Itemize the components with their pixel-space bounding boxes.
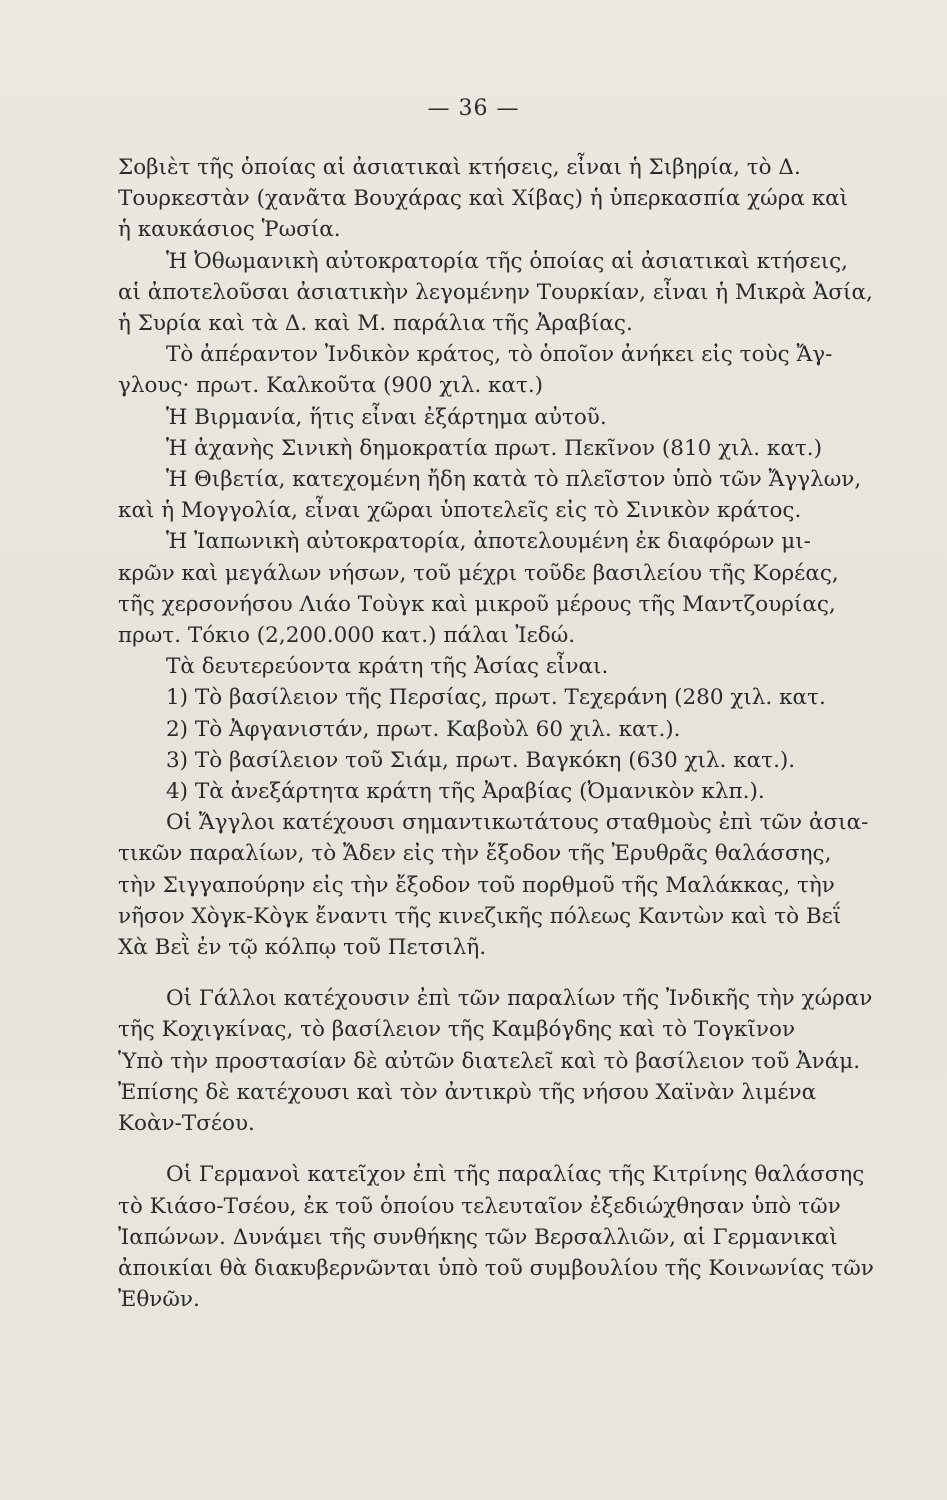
text-line: Τουρκεστὰν (χανᾶτα Βουχάρας καὶ Χίβας) ἡ ὑπερκασπία χώρα καὶ (118, 186, 849, 212)
paragraph (118, 339, 913, 401)
text-line: τῆς χερσονήσου Λιάο Τοὺγκ καὶ μικροῦ μέρους τῆς Μαντζουρίας, (118, 591, 836, 617)
text-line: 3) Τὸ βασίλειον τοῦ Σιάμ, πρωτ. Βαγκόκη (630 χιλ. κατ.). (166, 747, 796, 773)
paragraph (118, 745, 913, 776)
paragraph (118, 246, 913, 340)
text-line: Τὸ ἀπέραντον Ἰνδικὸν κράτος, τὸ ὁποῖον ἀνήκει εἰς τοὺς Ἄγ- (166, 342, 833, 368)
paragraph (118, 776, 913, 807)
text-line: Κοὰν-Τσέου. (118, 1111, 255, 1137)
text-line: Οἱ Γερμανοὶ κατεῖχον ἐπὶ τῆς παραλίας τῆς Κιτρίνης θαλάσσης (166, 1162, 865, 1188)
body-text (118, 152, 913, 1315)
text-line: Ἡ Βιρμανία, ἥτις εἶναι ἐξάρτημα αὐτοῦ. (166, 404, 607, 430)
text-line: Ἡ Θιβετία, κατεχομένη ἤδη κατὰ τὸ πλεῖστον ὑπὸ τῶν Ἄγγλων, (166, 467, 862, 493)
paragraph (118, 152, 913, 246)
text-line: γλους· πρωτ. Καλκοῦτα (900 χιλ. κατ.) (118, 373, 544, 399)
text-line: 4) Τὰ ἀνεξάρτητα κράτη τῆς Ἀραβίας (Ὀμανικὸν κλπ.). (166, 779, 765, 805)
paragraph (118, 714, 913, 745)
text-line: 1) Τὸ βασίλειον τῆς Περσίας, πρωτ. Τεχεράνη (280 χιλ. κατ. (166, 685, 826, 711)
text-line: ἀποικίαι θὰ διακυβερνῶνται ὑπὸ τοῦ συμβουλίου τῆς Κοινωνίας τῶν (118, 1255, 874, 1281)
paragraph (118, 682, 913, 713)
text-line: Ἐπίσης δὲ κατέχουσι καὶ τὸν ἀντικρὺ τῆς νήσου Χαϊνὰν λιμένα (118, 1079, 817, 1105)
text-line: Ἰαπώνων. Δυνάμει τῆς συνθήκης τῶν Βερσαλλιῶν, αἱ Γερμανικαὶ (118, 1224, 838, 1250)
page-number: — 36 — (427, 96, 520, 121)
text-line: Οἱ Γάλλοι κατέχουσιν ἐπὶ τῶν παραλίων τῆς Ἰνδικῆς τὴν χώραν (166, 986, 873, 1012)
text-line: Οἱ Ἄγγλοι κατέχουσι σημαντικωτάτους σταθμοὺς ἐπὶ τῶν ἀσια- (166, 810, 869, 836)
text-line: Τὰ δευτερεύοντα κράτη τῆς Ἀσίας εἶναι. (166, 654, 609, 680)
text-line: Ὑπὸ τὴν προστασίαν δὲ αὐτῶν διατελεῖ καὶ τὸ βασίλειον τοῦ Ἀνάμ. (118, 1048, 861, 1074)
text-line: τὸ Κιάσο-Τσέου, ἐκ τοῦ ὁποίου τελευταῖον ἐξεδιώχθησαν ὑπὸ τῶν (118, 1193, 841, 1219)
text-line: αἱ ἀποτελοῦσαι ἀσιατικὴν λεγομένην Τουρκίαν, εἶναι ἡ Μικρὰ Ἀσία, (118, 279, 873, 305)
text-line: Ἡ ἀχανὴς Σινικὴ δημοκρατία πρωτ. Πεκῖνον (810 χιλ. κατ.) (166, 435, 822, 461)
text-line: Χὰ Βεῒ ἐν τῷ κόλπῳ τοῦ Πετσιλῆ. (118, 935, 487, 961)
paragraph (118, 983, 913, 1139)
text-line: τικῶν παραλίων, τὸ Ἄδεν εἰς τὴν ἔξοδον τῆς Ἐρυθρᾶς θαλάσσης, (118, 841, 832, 867)
text-line: Ἡ Ὀθωμανικὴ αὐτοκρατορία τῆς ὁποίας αἱ ἀσιατικαὶ κτήσεις, (166, 248, 848, 274)
paragraph (118, 433, 913, 464)
text-line: καὶ ἡ Μογγολία, εἶναι χῶραι ὑποτελεῖς εἰς τὸ Σινικὸν κράτος. (118, 498, 802, 524)
text-line: κρῶν καὶ μεγάλων νήσων, τοῦ μέχρι τοῦδε βασιλείου τῆς Κορέας, (118, 560, 839, 586)
paragraph (118, 526, 913, 651)
paragraph-gap (118, 963, 913, 983)
text-line: πρωτ. Τόκιο (2,200.000 κατ.) πάλαι Ἰεδώ. (118, 623, 576, 649)
text-line: τῆς Κοχιγκίνας, τὸ βασίλειον τῆς Καμβόγδης καὶ τὸ Τογκῖνον (118, 1017, 796, 1043)
text-line: νῆσον Χὸγκ-Κὸγκ ἔναντι τῆς κινεζικῆς πόλεως Καντὼν καὶ τὸ Βεΐ (118, 903, 842, 929)
text-line: ἡ Συρία καὶ τὰ Δ. καὶ Μ. παράλια τῆς Ἀραβίας. (118, 311, 633, 337)
text-line: Σοβιὲτ τῆς ὁποίας αἱ ἀσιατικαὶ κτήσεις, εἶναι ἡ Σιβηρία, τὸ Δ. (118, 155, 801, 180)
paragraph (118, 807, 913, 963)
text-line: Ἡ Ἰαπωνικὴ αὐτοκρατορία, ἀποτελουμένη ἐκ διαφόρων μι- (166, 529, 811, 555)
text-line: τὴν Σιγγαπούρην εἰς τὴν ἔξοδον τοῦ πορθμοῦ τῆς Μαλάκκας, τὴν (118, 872, 835, 898)
text-line: 2) Τὸ Ἀφγανιστάν, πρωτ. Καβοὺλ 60 χιλ. κατ.). (166, 716, 681, 742)
paragraph (118, 651, 913, 682)
text-line: Ἐθνῶν. (118, 1287, 200, 1313)
paragraph-gap (118, 1139, 913, 1159)
paragraph (118, 464, 913, 526)
text-line: ἡ καυκάσιος Ῥωσία. (118, 217, 341, 243)
paragraph (118, 402, 913, 433)
paragraph (118, 1159, 913, 1315)
